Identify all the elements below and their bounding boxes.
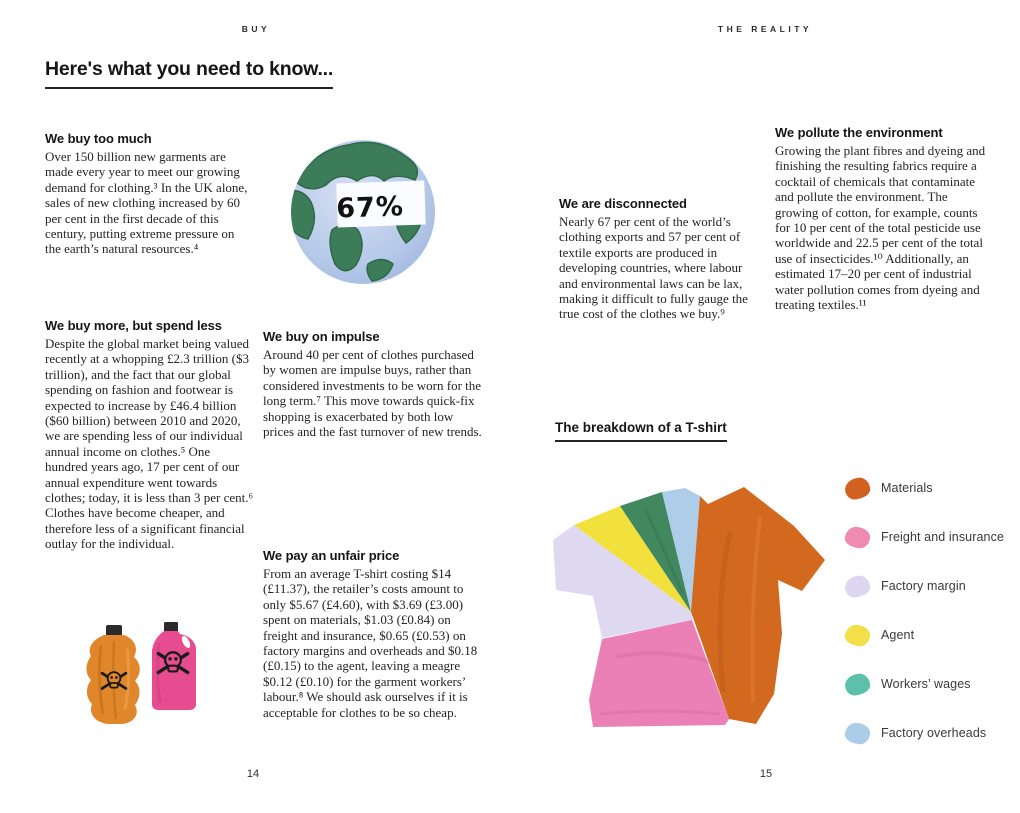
- toxic-bottles-illustration: [84, 618, 204, 730]
- legend-label: Freight and insurance: [881, 530, 1005, 544]
- section-body: Around 40 per cent of clothes purchased by women are impulse buys, rather than considered investments to be worn for the long term.⁷ This move towards quick-fix shopping is exacerbated by both low prices and the fast turnover of new trends.: [263, 347, 482, 440]
- running-head-right: THE REALITY: [717, 24, 813, 34]
- paint-blob-icon: [844, 525, 871, 548]
- legend-item-factory-overheads: [845, 721, 986, 745]
- tshirt-breakdown-illustration: [545, 462, 835, 762]
- section-we-pay-an-unfair-price: [263, 548, 487, 720]
- pink-poison-jug: [152, 622, 196, 710]
- paint-blob-icon: [844, 476, 872, 500]
- section-body: Growing the plant fibres and dyeing and finishing the resulting fabrics require a cocktail of chemicals that contaminate and pollute the environment. The growing of cotton, for example, counts for 10 per cent of the total pesticide use worldwide and 22.5 per cent of the total use of insecticides.¹⁰ Additionally, an estimated 17–20 per cent of industrial water pollution comes from dyeing and treating textiles.¹¹: [775, 143, 986, 313]
- page-number-left: 14: [246, 768, 260, 780]
- paint-blob-icon: [844, 574, 872, 598]
- page-title: Here's what you need to know...: [45, 58, 333, 89]
- legend-label: Agent: [881, 628, 915, 642]
- running-head-left: BUY: [241, 24, 271, 34]
- breakdown-title: The breakdown of a T-shirt: [555, 420, 727, 442]
- section-we-buy-too-much: [45, 131, 253, 257]
- earth-percent-box: [335, 180, 425, 227]
- page-number-right: 15: [759, 768, 773, 780]
- section-we-buy-on-impulse: [263, 329, 483, 439]
- section-heading: We buy too much: [45, 131, 152, 146]
- legend-item-freight-and-insurance: [845, 525, 1004, 549]
- legend-label: Workers’ wages: [881, 677, 971, 691]
- section-body: Nearly 67 per cent of the world’s clothing exports and 57 per cent of textile exports are produced in developing countries, where labour and environmental laws can be lax, making it difficult to fully gauge the true cost of the clothes we buy.⁹: [559, 214, 748, 322]
- bottle-cap: [106, 625, 122, 636]
- legend-label: Materials: [881, 481, 933, 495]
- section-heading: We buy on impulse: [263, 329, 380, 344]
- legend-label: Factory margin: [881, 579, 966, 593]
- section-we-are-disconnected: [559, 196, 755, 322]
- section-body: Over 150 billion new garments are made every year to meet our growing demand for clothing.³ In the UK alone, sales of new clothing increased by 60 per cent in the first decade of this century, putting extreme pressure on the earth’s natural resources.⁴: [45, 149, 248, 257]
- legend-item-materials: [845, 476, 933, 500]
- section-we-pollute-the-environment: [775, 125, 991, 312]
- earth-percent-label: 67%: [335, 191, 405, 225]
- orange-poison-bottle: [87, 625, 140, 724]
- section-heading: We pay an unfair price: [263, 548, 400, 563]
- paint-blob-icon: [844, 672, 872, 696]
- section-body: Despite the global market being valued recently at a whopping £2.3 trillion ($3 trillion), and the fact that our global spending on fashion and footwear is expected to increase by £46.4 billion ($60 billion) between 2010 and 2020, we are spending less of our individual annual income on clothes.⁵ One hundred years ago, 17 per cent of our annual expenditure went towards clothes; today, it is less than 3 per cent.⁶ Clothes have become cheaper, and therefore less of a significant financial outlay for the individual.: [45, 336, 254, 552]
- section-we-buy-more-spend-less: [45, 318, 255, 552]
- bottle-cap: [164, 622, 178, 632]
- section-body: From an average T-shirt costing $14 (£11.37), the retailer’s costs amount to only $5.67 (£4.60), with $3.69 (£3.00) spent on materials, $1.03 (£0.84) on freight and insurance, $0.65 (£0.53) on factory margins and overheads and $0.18 (£0.15) to the agent, leaving a meagre $0.12 (£0.10) for the garment workers’ labour.⁸ We should ask ourselves if it is acceptable for clothes to be so cheap.: [263, 566, 478, 720]
- paint-blob-icon: [844, 721, 871, 744]
- earth-67-percent-illustration: [288, 136, 438, 288]
- legend-item-factory-margin: [845, 574, 966, 598]
- legend-label: Factory overheads: [881, 726, 987, 740]
- section-heading: We buy more, but spend less: [45, 318, 222, 333]
- legend-item-agent: [845, 623, 914, 647]
- section-heading: We are disconnected: [559, 196, 687, 211]
- legend-item-workers-wages: [845, 672, 971, 696]
- section-heading: We pollute the environment: [775, 125, 943, 140]
- paint-blob-icon: [844, 623, 871, 646]
